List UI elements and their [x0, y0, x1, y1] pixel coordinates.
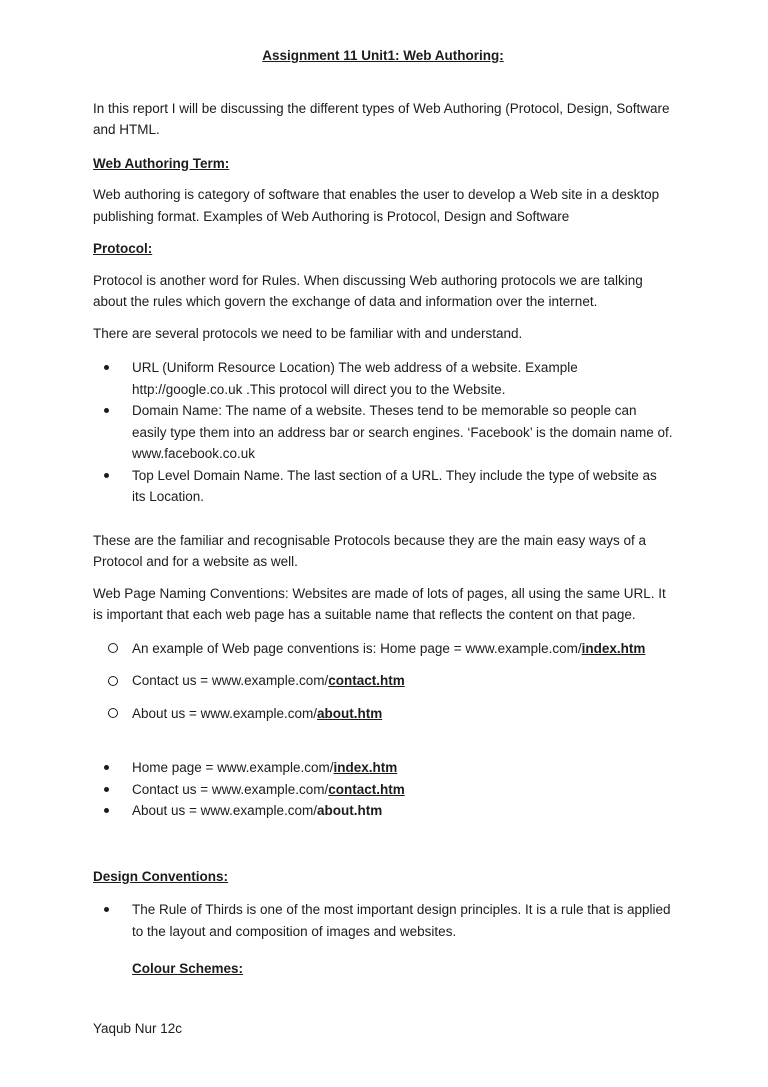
bullet-text: Contact us = www.example.com/	[132, 673, 329, 688]
list-item	[93, 703, 673, 725]
bullet-text: An example of Web page conventions is: Home page = www.example.com/	[132, 640, 582, 656]
list-item: URL (Uniform Resource Location) The web address of a website. Example http://google.co.uk .This protocol will direct you to the Website.	[93, 357, 673, 400]
protocol-paragraph-2: There are several protocols we need to be familiar with and understand.	[93, 325, 523, 341]
intro-paragraph: In this report I will be discussing the different types of Web Authoring (Protocol, Design, Software and HTML.	[93, 100, 670, 137]
list-item	[93, 670, 673, 692]
list-item: Domain Name: The name of a website. Theses tend to be memorable so people can easily type them into an address bar or search engines. ‘Facebook’ is the domain name of. www.facebook.co.uk	[93, 400, 673, 465]
protocol-bullet-list	[93, 357, 673, 508]
list-item	[93, 800, 673, 822]
protocol-summary-paragraph: These are the familiar and recognisable Protocols because they are the main easy ways of a Protocol and for a website as well.	[93, 532, 647, 569]
footer-author: Yaqub Nur 12c	[93, 1021, 183, 1036]
file-name: index.htm	[581, 640, 646, 656]
design-bullet-list	[93, 899, 673, 942]
document-title: Assignment 11 Unit1: Web Authoring:	[262, 48, 504, 63]
bullet-text: About us = www.example.com/	[132, 705, 317, 721]
file-name: index.htm	[333, 760, 398, 775]
list-item: The Rule of Thirds is one of the most important design principles. It is a rule that is applied to the layout and composition of images and websites.	[93, 899, 673, 942]
naming-conventions-paragraph: Web Page Naming Conventions: Websites are made of lots of pages, all using the same URL. It is important that each web page has a suitable name that reflects the content on that page.	[93, 585, 666, 622]
list-item: Top Level Domain Name. The last section of a URL. They include the type of website as its Location.	[93, 465, 673, 508]
list-item	[93, 779, 673, 801]
file-name: about.htm	[316, 705, 383, 721]
naming-disc-bullet-list	[93, 757, 673, 822]
list-item	[93, 638, 673, 660]
heading-protocol: Protocol:	[93, 241, 153, 256]
list-item	[93, 757, 673, 779]
protocol-paragraph-1: Protocol is another word for Rules. When discussing Web authoring protocols we are talking about the rules which govern the exchange of data and information over the internet.	[93, 272, 643, 309]
naming-circle-bullet-list	[93, 638, 673, 725]
bullet-text: Contact us = www.example.com/	[132, 781, 329, 797]
heading-web-authoring-term: Web Authoring Term:	[93, 155, 230, 171]
subheading-colour-schemes: Colour Schemes:	[132, 961, 244, 976]
file-name: about.htm	[316, 803, 383, 818]
bullet-text: Home page = www.example.com/	[132, 760, 334, 775]
file-name: contact.htm	[328, 673, 405, 688]
file-name: contact.htm	[328, 781, 405, 797]
heading-design-conventions: Design Conventions:	[93, 868, 229, 884]
bullet-text: About us = www.example.com/	[132, 803, 317, 818]
web-authoring-paragraph: Web authoring is category of software that enables the user to develop a Web site in a desktop publishing format. Examples of Web Authoring is Protocol, Design and Software	[93, 187, 660, 224]
